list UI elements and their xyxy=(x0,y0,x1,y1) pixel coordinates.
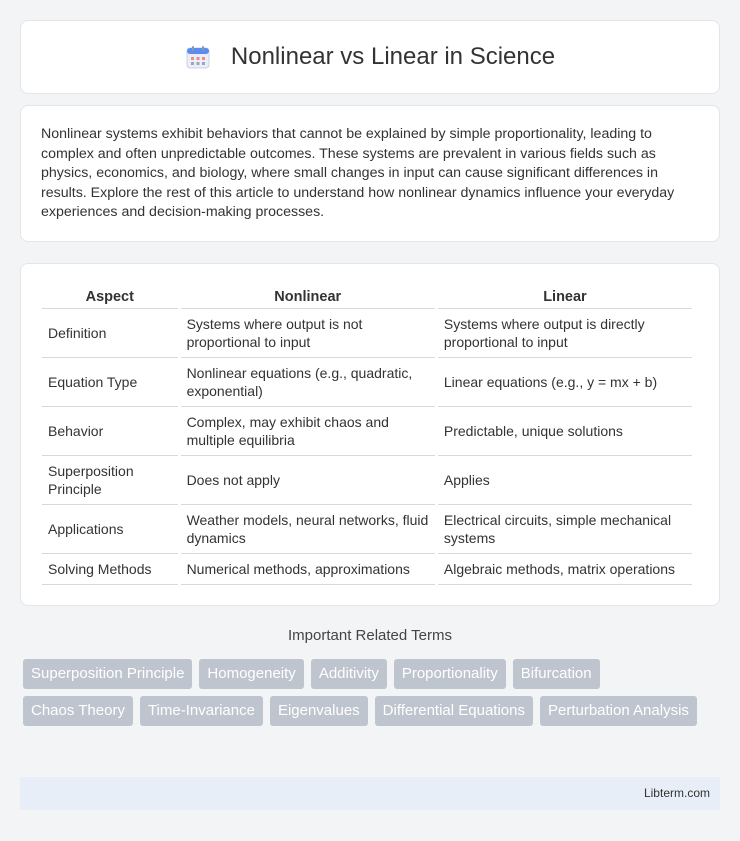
intro-text: Nonlinear systems exhibit behaviors that cannot be explained by simple proportionality, leading to complex and often unpredictable outcomes. These systems are prevalent in various fields such as physics, economics, and biology, where small changes in input can cause significant differences in results. Explore the rest of this article to understand how nonlinear dynamics influence your everyday experiences and decision-making processes. xyxy=(41,126,675,221)
related-terms-title: Important Related Terms xyxy=(288,627,452,644)
header-card xyxy=(20,20,720,94)
header-aspect: Aspect xyxy=(42,282,178,309)
table-cell: Equation Type xyxy=(42,358,178,407)
related-term-tag[interactable]: Eigenvalues xyxy=(270,696,368,726)
table-cell: Systems where output is not proportional to input xyxy=(181,309,435,358)
table-cell: Definition xyxy=(42,309,178,358)
table-cell: Numerical methods, approximations xyxy=(181,554,435,585)
related-term-tag[interactable]: Superposition Principle xyxy=(23,659,192,689)
table-cell: Superposition Principle xyxy=(42,456,178,505)
table-cell: Applications xyxy=(42,505,178,554)
table-cell: Solving Methods xyxy=(42,554,178,585)
related-term-tag[interactable]: Homogeneity xyxy=(199,659,303,689)
footer xyxy=(20,777,720,810)
header-linear: Linear xyxy=(438,282,692,309)
comparison-card xyxy=(20,263,720,606)
table-cell: Behavior xyxy=(42,407,178,456)
table-cell: Electrical circuits, simple mechanical systems xyxy=(438,505,692,554)
header-nonlinear: Nonlinear xyxy=(181,282,435,309)
related-term-tag[interactable]: Bifurcation xyxy=(513,659,600,689)
table-cell: Systems where output is directly proportional to input xyxy=(438,309,692,358)
table-cell: Weather models, neural networks, fluid dynamics xyxy=(181,505,435,554)
table-row xyxy=(42,456,692,505)
related-term-tag[interactable]: Proportionality xyxy=(394,659,506,689)
table-cell: Does not apply xyxy=(181,456,435,505)
calendar-icon xyxy=(185,44,211,70)
table-cell: Linear equations (e.g., y = mx + b) xyxy=(438,358,692,407)
related-term-tag[interactable]: Perturbation Analysis xyxy=(540,696,697,726)
related-term-tag[interactable]: Additivity xyxy=(311,659,387,689)
table-cell: Predictable, unique solutions xyxy=(438,407,692,456)
related-terms-list xyxy=(23,659,723,733)
table-cell: Complex, may exhibit chaos and multiple equilibria xyxy=(181,407,435,456)
table-row xyxy=(42,309,692,358)
page-title: Nonlinear vs Linear in Science xyxy=(230,43,556,70)
table-cell: Algebraic methods, matrix operations xyxy=(438,554,692,585)
related-term-tag[interactable]: Differential Equations xyxy=(375,696,533,726)
table-header-row xyxy=(42,282,692,309)
table-row xyxy=(42,505,692,554)
table-row xyxy=(42,554,692,585)
table-row xyxy=(42,407,692,456)
table-cell: Nonlinear equations (e.g., quadratic, exponential) xyxy=(181,358,435,407)
footer-link[interactable]: Libterm.com xyxy=(643,786,710,800)
table-row xyxy=(42,358,692,407)
related-term-tag[interactable]: Chaos Theory xyxy=(23,696,133,726)
related-term-tag[interactable]: Time-Invariance xyxy=(140,696,263,726)
intro-card xyxy=(20,105,720,242)
table-cell: Applies xyxy=(438,456,692,505)
comparison-table xyxy=(39,282,695,585)
